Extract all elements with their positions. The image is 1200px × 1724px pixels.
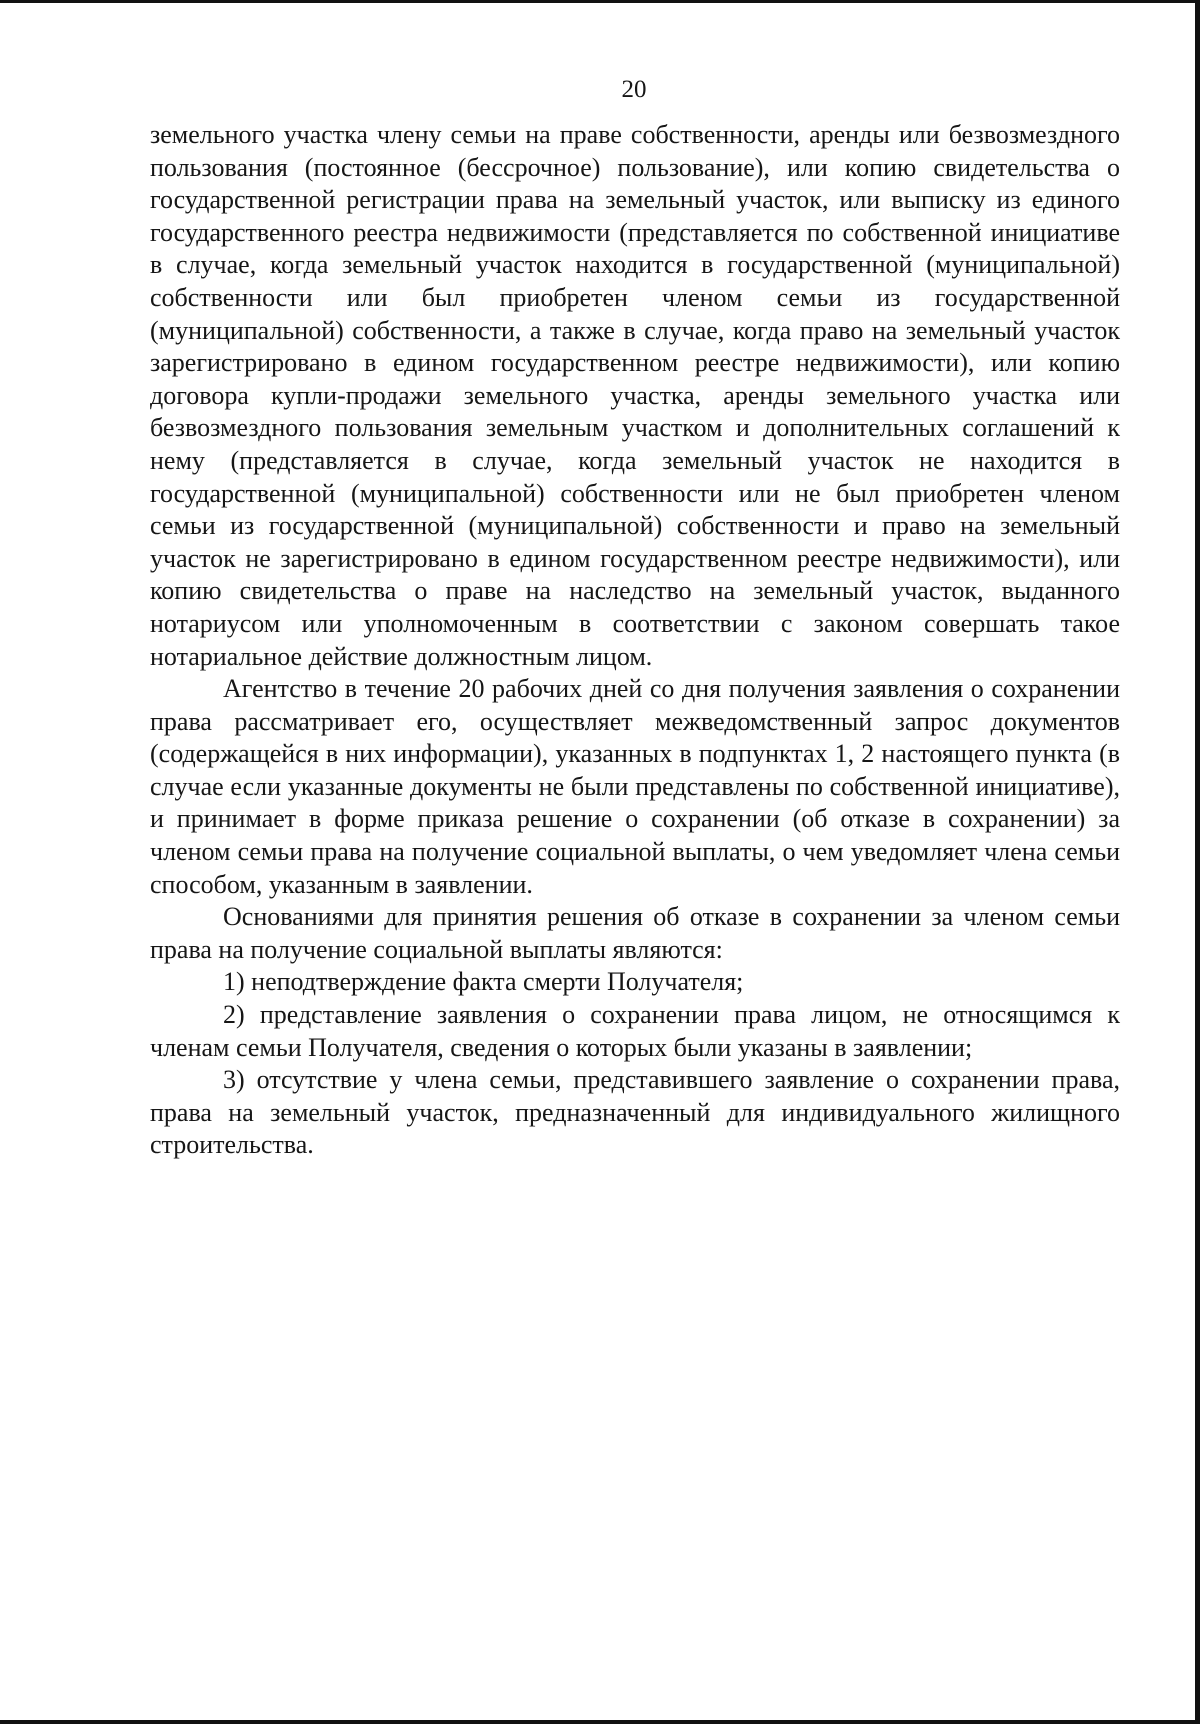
- paragraph-agency-review: Агентство в течение 20 рабочих дней со дня получения заявления о сохранении права рассматривает его, осуществляет межведомственный запрос документов (содержащейся в них информации), указанных в подпунктах 1, 2 настоящего пункта (в случае если указанные документы не были представлены по собственной инициативе), и принимает в форме приказа решение о сохранении (об отказе в сохранении) за членом семьи права на получение социальной выплаты, о чем уведомляет члена семьи способом, указанным в заявлении.: [150, 674, 1120, 899]
- list-item-3: 3) отсутствие у члена семьи, представившего заявление о сохранении права, права на земельный участок, предназначенный для индивидуального жилищного строительства.: [150, 1065, 1120, 1160]
- list-item-2: 2) представление заявления о сохранении права лицом, не относящимся к членам семьи Получателя, сведения о которых были указаны в заявлении;: [150, 1000, 1120, 1062]
- document-body: [150, 119, 1120, 1162]
- list-item-1: 1) неподтверждение факта смерти Получателя;: [223, 967, 744, 997]
- page-number: 20: [621, 76, 647, 103]
- paragraph-land-documents: земельного участка члену семьи на праве собственности, аренды или безвозмездного пользования (постоянное (бессрочное) пользование), или копию свидетельства о государственной регистрации права на земельный участок, или выписку из единого государственного реестра недвижимости (представляется по собственной инициативе в случае, когда земельный участок находится в государственной (муниципальной) собственности или был приобретен членом семьи из государственной (муниципальной) собственности, а также в случае, когда право на земельный участок зарегистрировано в едином государственном реестре недвижимости), или копию договора купли-продажи земельного участка, аренды земельного участка или безвозмездного пользования земельным участком и дополнительных соглашений к нему (представляется в случае, когда земельный участок не находится в государственной (муниципальной) собственности или не был приобретен членом семьи из государственной (муниципальной) собственности и право на земельный участок не зарегистрировано в едином государственном реестре недвижимости), или копию свидетельства о праве на наследство на земельный участок, выданного нотариусом или уполномоченным в соответствии с законом совершать такое нотариальное действие должностным лицом.: [150, 120, 1120, 671]
- paragraph-refusal-grounds: Основаниями для принятия решения об отказе в сохранении за членом семьи права на получение социальной выплаты являются:: [150, 902, 1120, 964]
